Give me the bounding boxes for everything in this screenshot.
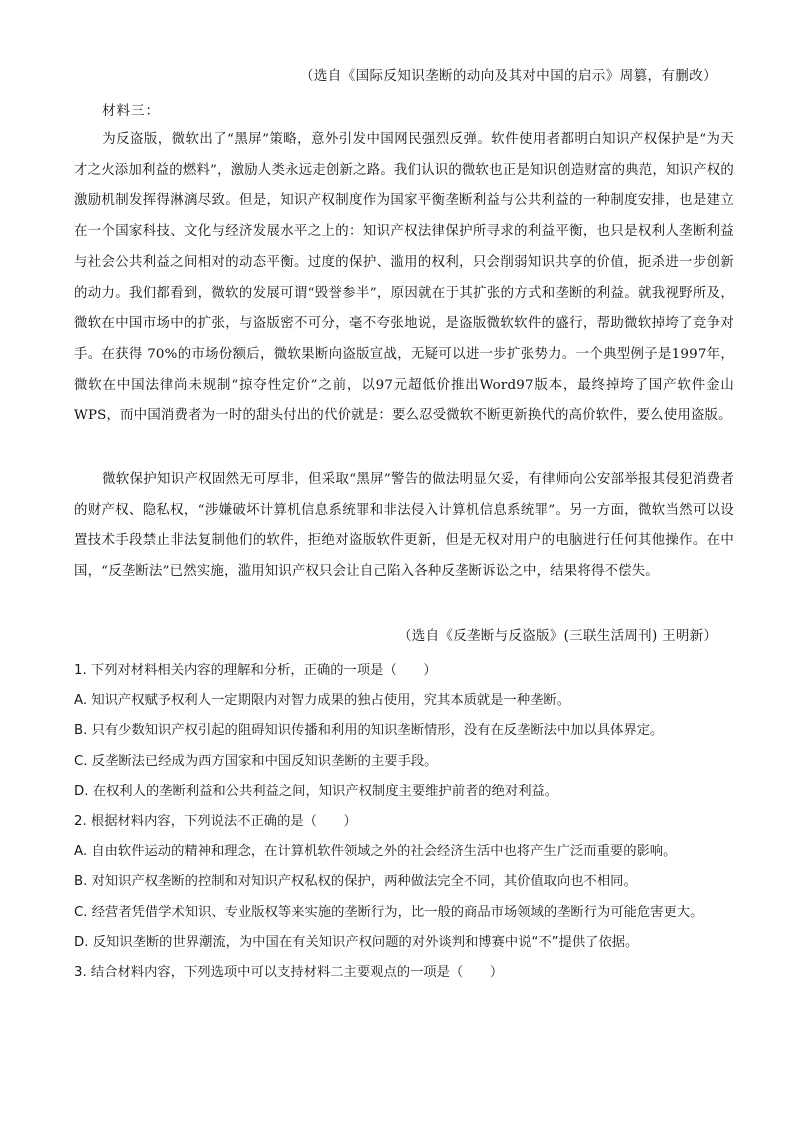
question-2-option-c: C. 经营者凭借学术知识、专业版权等来实施的垄断行为，比一般的商品市场领域的垄断行为可能危害更大。 bbox=[74, 904, 704, 920]
material-paragraph-1 bbox=[74, 125, 734, 432]
material-label: 材料三： bbox=[102, 103, 160, 119]
material-paragraph-2 bbox=[74, 465, 734, 588]
material-paragraph-2-text: 微软保护知识产权固然无可厚非，但采取“黑屏”警告的做法明显欠妥，有律师向公安部举报其侵犯消费者的财产权、隐私权，“涉嫌破坏计算机信息系统罪和非法侵入计算机信息系统罪”。另一方面，微软当然可以设置技术手段禁止非法复制他们的软件，拒绝对盗版软件更新，但是无权对用户的电脑进行任何其他操作。在中国，“反垄断法”已然实施，滥用知识产权只会让自己陷入各种反垄断诉讼之中，结果将得不偿失。 bbox=[74, 472, 734, 580]
question-1-stem: 1. 下列对材料相关内容的理解和分析，正确的一项是（ ） bbox=[74, 663, 437, 678]
question-2-stem: 2. 根据材料内容，下列说法不正确的是（ ） bbox=[74, 814, 357, 830]
question-2-option-b: B. 对知识产权垄断的控制和对知识产权私权的保护，两种做法完全不同，其价值取向也不相同。 bbox=[74, 874, 637, 890]
question-1-option-b: B. 只有少数知识产权引起的阻碍知识传播和利用的知识垄断情形，没有在反垄断法中加以具体界定。 bbox=[74, 723, 664, 739]
material-paragraph-1-text: 为反盗版，微软出了“黑屏”策略，意外引发中国网民强烈反弹。软件使用者都明白知识产权保护是“为天才之火添加利益的燃料”，激励人类永远走创新之路。我们认识的微软也正是知识创造财富的典范，知识产权的激励机制发挥得淋漓尽致。但是，知识产权制度作为国家平衡垄断利益与公共利益的一种制度安排，也是建立在一个国家科技、文化与经济发展水平之上的：知识产权法律保护所寻求的利益平衡，也只是权利人垄断利益与社会公共利益之间相对的动态平衡。过度的保护、滥用的权利，只会削弱知识共享的价值，扼杀进一步创新的动力。我们都看到，微软的发展可谓“毁誉参半”，原因就在于其扩张的方式和垄断的利益。就我视野所及，微软在中国市场中的扩张，与盗版密不可分，毫不夸张地说，是盗版微软软件的盛行，帮助微软掉垮了竞争对手。在获得 70%的市场份额后，微软果断向盗版宣战，无疑可以进一步扩张势力。一个典型例子是1997年，微软在中国法律尚未规制“掠夺性定价”之前，以97元超低价推出Word97版本，最终掉垮了国产软件金山WPS，而中国消费者为一时的甜头付出的代价就是：要么忍受微软不断更新换代的高价软件，要么使用盗版。 bbox=[74, 132, 734, 424]
question-1-option-a: A. 知识产权赋予权利人一定期限内对智力成果的独占使用，究其本质就是一种垄断。 bbox=[74, 693, 571, 709]
question-2-option-a: A. 自由软件运动的精神和理念，在计算机软件领域之外的社会经济生活中也将产生广泛而重要的影响。 bbox=[74, 844, 677, 860]
question-1-option-d: D. 在权利人的垄断利益和公共利益之间，知识产权制度主要维护前者的绝对利益。 bbox=[74, 783, 559, 799]
source-citation-top: （选自《国际反知识垄断的动向及其对中国的启示》周篡，有删改） bbox=[300, 68, 717, 84]
source-citation-bottom: （选自《反垄断与反盗版》(三联生活周刊) 王明新） bbox=[398, 628, 718, 644]
question-1-option-c: C. 反垄断法已经成为西方国家和中国反知识垄断的主要手段。 bbox=[74, 753, 438, 769]
question-2-option-d: D. 反知识垄断的世界潮流，为中国在有关知识产权问题的对外谈判和博赛中说“不”提供了依据。 bbox=[74, 934, 639, 950]
questions-section bbox=[74, 656, 734, 988]
question-3-stem: 3. 结合材料内容，下列选项中可以支持材料二主要观点的一项是（ ） bbox=[74, 965, 504, 981]
